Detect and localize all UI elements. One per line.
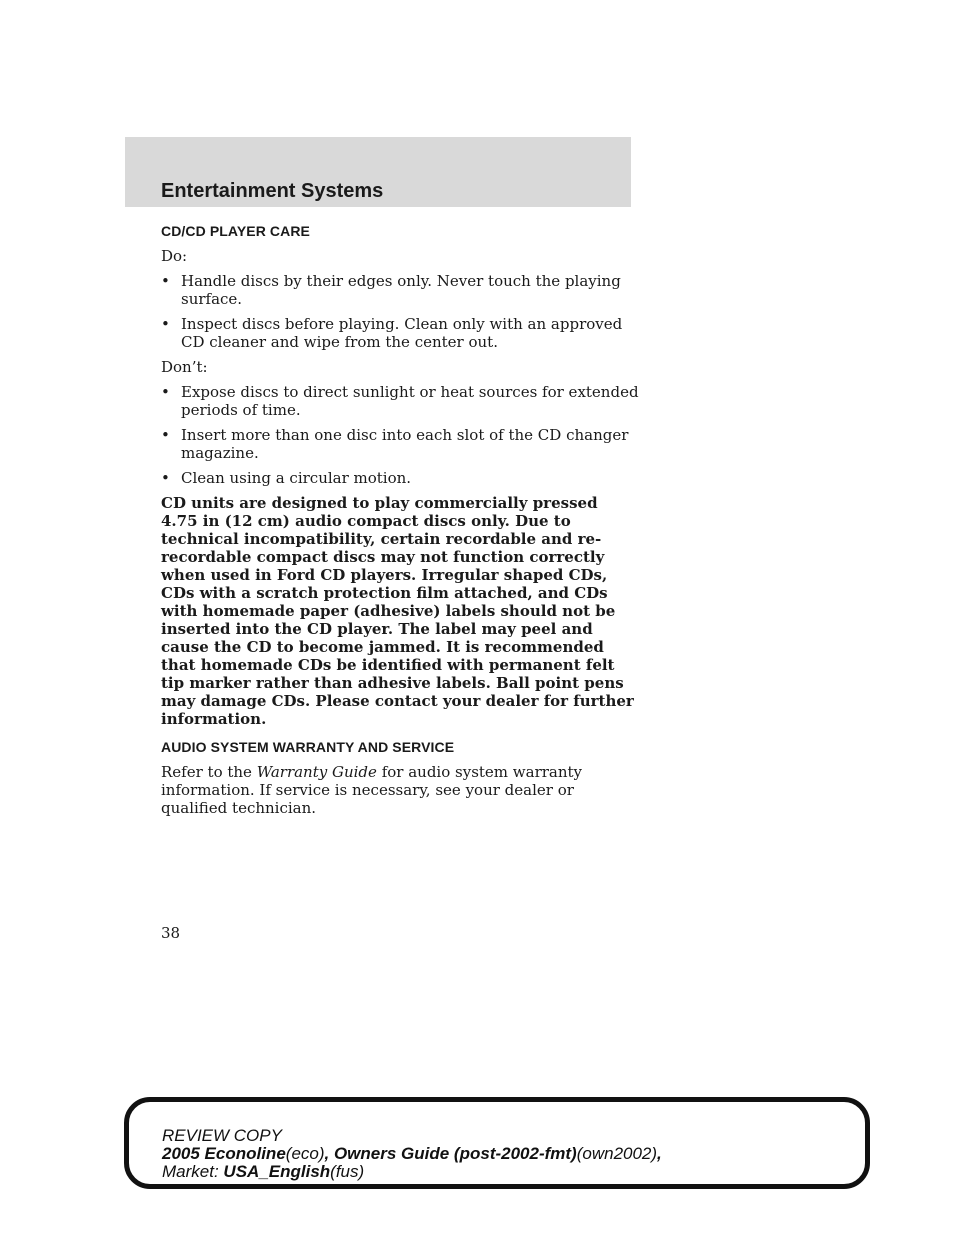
cd-notice: CD units are designed to play commercially pressed 4.75 in (12 cm) audio compact discs only. Due to technical incompatibility, certain recordable and re-recordable compact discs may not function correctly when used in Ford CD players. Irregular shaped CDs, CDs with a scratch protection film attached, and CDs with homemade paper (adhesive) labels should not be inserted into the CD player. The label may peel and cause the CD to become jammed. It is recommended that homemade CDs be identified with permanent felt tip marker rather than adhesive labels. Ball point pens may damage CDs. Please contact your dealer for further information. — [161, 494, 634, 728]
dont-label: Don’t: — [161, 358, 208, 376]
section-title: Entertainment Systems — [161, 180, 384, 202]
footer-model-line: 2005 Econoline(eco), Owners Guide (post-2002-fmt)(own2002), — [162, 1144, 662, 1163]
warranty-text: Refer to the Warranty Guide for audio system warranty information. If service is necessary, see your dealer or qualified technician. — [161, 763, 583, 817]
warranty-guide-title: Warranty Guide — [256, 763, 377, 781]
page-number: 38 — [161, 924, 181, 942]
bullet-icon: • — [161, 315, 170, 333]
list-item: • Inspect discs before playing. Clean only with an approved CD cleaner and wipe from the center out. — [161, 315, 623, 351]
page-content — [161, 222, 639, 824]
review-copy-label: REVIEW COPY — [162, 1126, 282, 1145]
list-item: • Insert more than one disc into each slot of the CD changer magazine. — [161, 426, 629, 462]
list-item: • Handle discs by their edges only. Never touch the playing surface. — [161, 272, 621, 308]
bullet-icon: • — [161, 383, 170, 401]
do-list — [161, 272, 639, 351]
bullet-icon: • — [161, 469, 170, 487]
list-item: • Expose discs to direct sunlight or heat sources for extended periods of time. — [161, 383, 639, 419]
cd-care-heading: CD/CD PLAYER CARE — [161, 223, 310, 239]
dont-list — [161, 383, 639, 487]
review-footer-text — [162, 1127, 662, 1181]
footer-market-line: Market: USA_English(fus) — [162, 1162, 365, 1181]
warranty-heading: AUDIO SYSTEM WARRANTY AND SERVICE — [161, 739, 455, 755]
do-label: Do: — [161, 247, 188, 265]
bullet-icon: • — [161, 272, 170, 290]
list-item: • Clean using a circular motion. — [161, 469, 412, 487]
bullet-icon: • — [161, 426, 170, 444]
